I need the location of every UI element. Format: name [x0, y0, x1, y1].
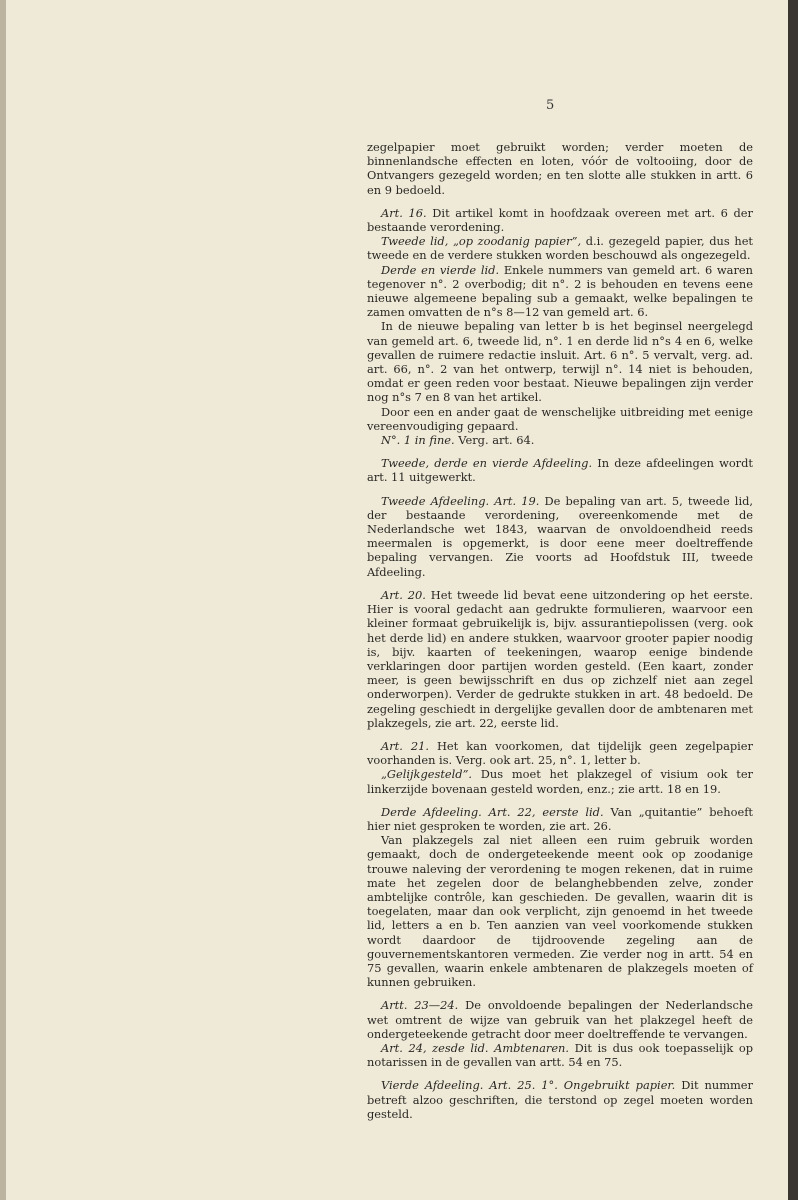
paragraph-gap: [367, 447, 753, 456]
paragraph-heading: Artt. 23—24.: [381, 998, 459, 1013]
paragraph-gap: [367, 197, 753, 206]
paragraph-gap: [367, 796, 753, 805]
paragraph-text: De bepaling van art. 5, tweede lid, der bestaande verordening, overeenkomende met de Nederlandsche wet 1843, waarvan de onvoldoendheid reeds meermalen is opgemerkt, is door eene meer doeltreffende bepaling vervangen. Zie voorts ad Hoofdstuk III, tweede Afdeeling.: [367, 493, 754, 579]
paragraph-heading: „Gelijkgesteld”.: [381, 767, 473, 782]
paragraph-text: d.i. gezegeld papier, dus het tweede en de verdere stukken worden beschouwd als ongezegeld.: [367, 234, 754, 263]
paragraph: [367, 405, 753, 433]
paragraph-text: Van plakzegels zal niet alleen een ruim gebruik worden gemaakt, doch de ondergeteekende meent ook op zoodanige trouwe naleving der verordening te mogen rekenen, dat in ruime mate het zegelen door de belanghebbenden zelve, zonder ambtelijke contrôle, kan geschieden. De gevallen, waarin dit is toegelaten, maar dan ook verplicht, zijn genoemd in het tweede lid, letters a en b. Ten aanzien van veel voorkomende stukken wordt daardoor de tijdroovende zegeling aan de gouvernementskantoren vermeden. Zie verder nog in artt. 54 en 75 gevallen, waarin enkele ambtenaren de plakzegels moeten of kunnen gebruiken.: [367, 833, 753, 990]
paragraph: [367, 206, 753, 234]
paragraph-heading: Art. 21.: [381, 738, 429, 753]
binding-edge: [0, 0, 6, 1200]
paragraph-text: De onvoldoende bepalingen der Nederlandsche wet omtrent de wijze van gebruik van het plakzegel heeft de ondergeteekende getracht door meer doeltreffende te vervangen.: [367, 998, 753, 1041]
paragraph: [367, 833, 753, 989]
paragraph-heading: Vierde Afdeeling. Art. 25. 1°. Ongebruikt papier.: [381, 1078, 676, 1093]
paragraph-gap: [367, 579, 753, 588]
paragraph: [367, 767, 753, 795]
paragraph-text: Het kan voorkomen, dat tijdelijk geen zegelpapier voorhanden is. Verg. ook art. 25, n°. 1, letter b.: [367, 738, 753, 768]
paragraph-text: Van „quitantie” behoeft hier niet gesproken te worden, zie art. 26.: [367, 804, 753, 833]
paragraph: [367, 1041, 753, 1069]
paragraph-gap: [367, 485, 753, 494]
paragraph-text: Door een en ander gaat de wenschelijke uitbreiding met eenige vereenvoudiging gepaard.: [367, 404, 753, 433]
paragraph-text: Het tweede lid bevat eene uitzondering op het eerste. Hier is vooral gedacht aan gedrukte formulieren, waarvoor een kleiner formaat gebruikelijk is, bijv. assurantiepolissen (verg. ook het derde lid) en andere stukken, waarvoor grooter papier noodig is, bijv. kaarten of teekeningen, waarop eenige bindende verklaringen door partijen worden gesteld. (Een kaart, zonder meer, is geen bewijsschrift en dus op zichzelf niet aan zegel onderworpen). Verder de gedrukte stukken in art. 48 bedoeld. De zegeling geschiedt in dergelijke gevallen door de ambtenaren met plakzegels, zie art. 22, eerste lid.: [367, 587, 754, 730]
paragraph-gap: [367, 1069, 753, 1078]
paragraph: [367, 494, 753, 579]
page-number: 5: [546, 98, 555, 113]
paragraph-heading: Derde en vierde lid.: [381, 262, 500, 277]
scan-border: [788, 0, 798, 1200]
paragraph-text: Dit artikel komt in hoofdzaak overeen met art. 6 der bestaande verordening.: [367, 205, 753, 235]
paragraph-text: Dit nummer betreft alzoo geschriften, die terstond op zegel moeten worden gesteld.: [367, 1078, 753, 1121]
paragraph-gap: [367, 730, 753, 739]
paragraph: [367, 998, 753, 1041]
paragraph: [367, 588, 753, 730]
paragraph-text: Enkele nummers van gemeld art. 6 waren tegenover n°. 2 overbodig; dit n°. 2 is behouden en tevens eene nieuwe algemeene bepaling sub a gemaakt, welke bepalingen te zamen omvatten de n°s 8—12 van gemeld art. 6.: [367, 262, 753, 320]
paragraph-text: zegelpapier moet gebruikt worden; verder moeten de binnenlandsche effecten en loten, vóór de voltooiing, door de Ontvangers gezegeld worden; en ten slotte alle stukken in artt. 6 en 9 bedoeld.: [367, 140, 753, 197]
paragraph-heading: Tweede, derde en vierde Afdeeling.: [381, 456, 593, 471]
paragraph-gap: [367, 989, 753, 998]
body-text: [367, 140, 753, 1121]
paragraph: [367, 433, 753, 447]
paragraph-heading: Art. 24, zesde lid. Ambtenaren.: [381, 1040, 570, 1055]
paragraph-heading: Tweede Afdeeling. Art. 19.: [381, 493, 540, 508]
paragraph-heading: Art. 20.: [381, 587, 426, 602]
paragraph: [367, 739, 753, 767]
paragraph: [367, 805, 753, 833]
paragraph-text: Dus moet het plakzegel of visium ook ter linkerzijde bovenaan gesteld worden, enz.; zie artt. 18 en 19.: [367, 767, 754, 796]
paragraph: [367, 1078, 753, 1121]
paragraph: [367, 234, 753, 262]
paragraph: [367, 263, 753, 320]
paragraph: [367, 140, 753, 197]
paragraph: [367, 456, 753, 484]
paragraph-heading: N°. 1 in fine.: [381, 433, 455, 448]
paragraph-text: In de nieuwe bepaling van letter b is het beginsel neergelegd van gemeld art. 6, tweede lid, n°. 1 en derde lid n°s 4 en 6, welke gevallen de ruimere redactie insluit. Art. 6 n°. 5 vervalt, verg. ad. art. 66, n°. 2 van het ontwerp, terwijl n°. 14 niet is behouden, omdat er geen reden voor bestaat. Nieuwe bepalingen zijn verder nog n°s 7 en 8 van het artikel.: [367, 319, 753, 405]
paragraph: [367, 319, 753, 404]
paragraph-text: In deze afdeelingen wordt art. 11 uitgewerkt.: [367, 456, 753, 485]
paragraph-heading: Tweede lid, „op zoodanig papier”,: [381, 234, 582, 249]
paragraph-heading: Derde Afdeeling. Art. 22, eerste lid.: [381, 804, 604, 819]
paragraph-heading: Art. 16.: [381, 205, 427, 220]
paragraph-text: Dit is dus ook toepasselijk op notarissen in de gevallen van artt. 54 en 75.: [367, 1040, 753, 1070]
paragraph-text: Verg. art. 64.: [458, 433, 535, 448]
